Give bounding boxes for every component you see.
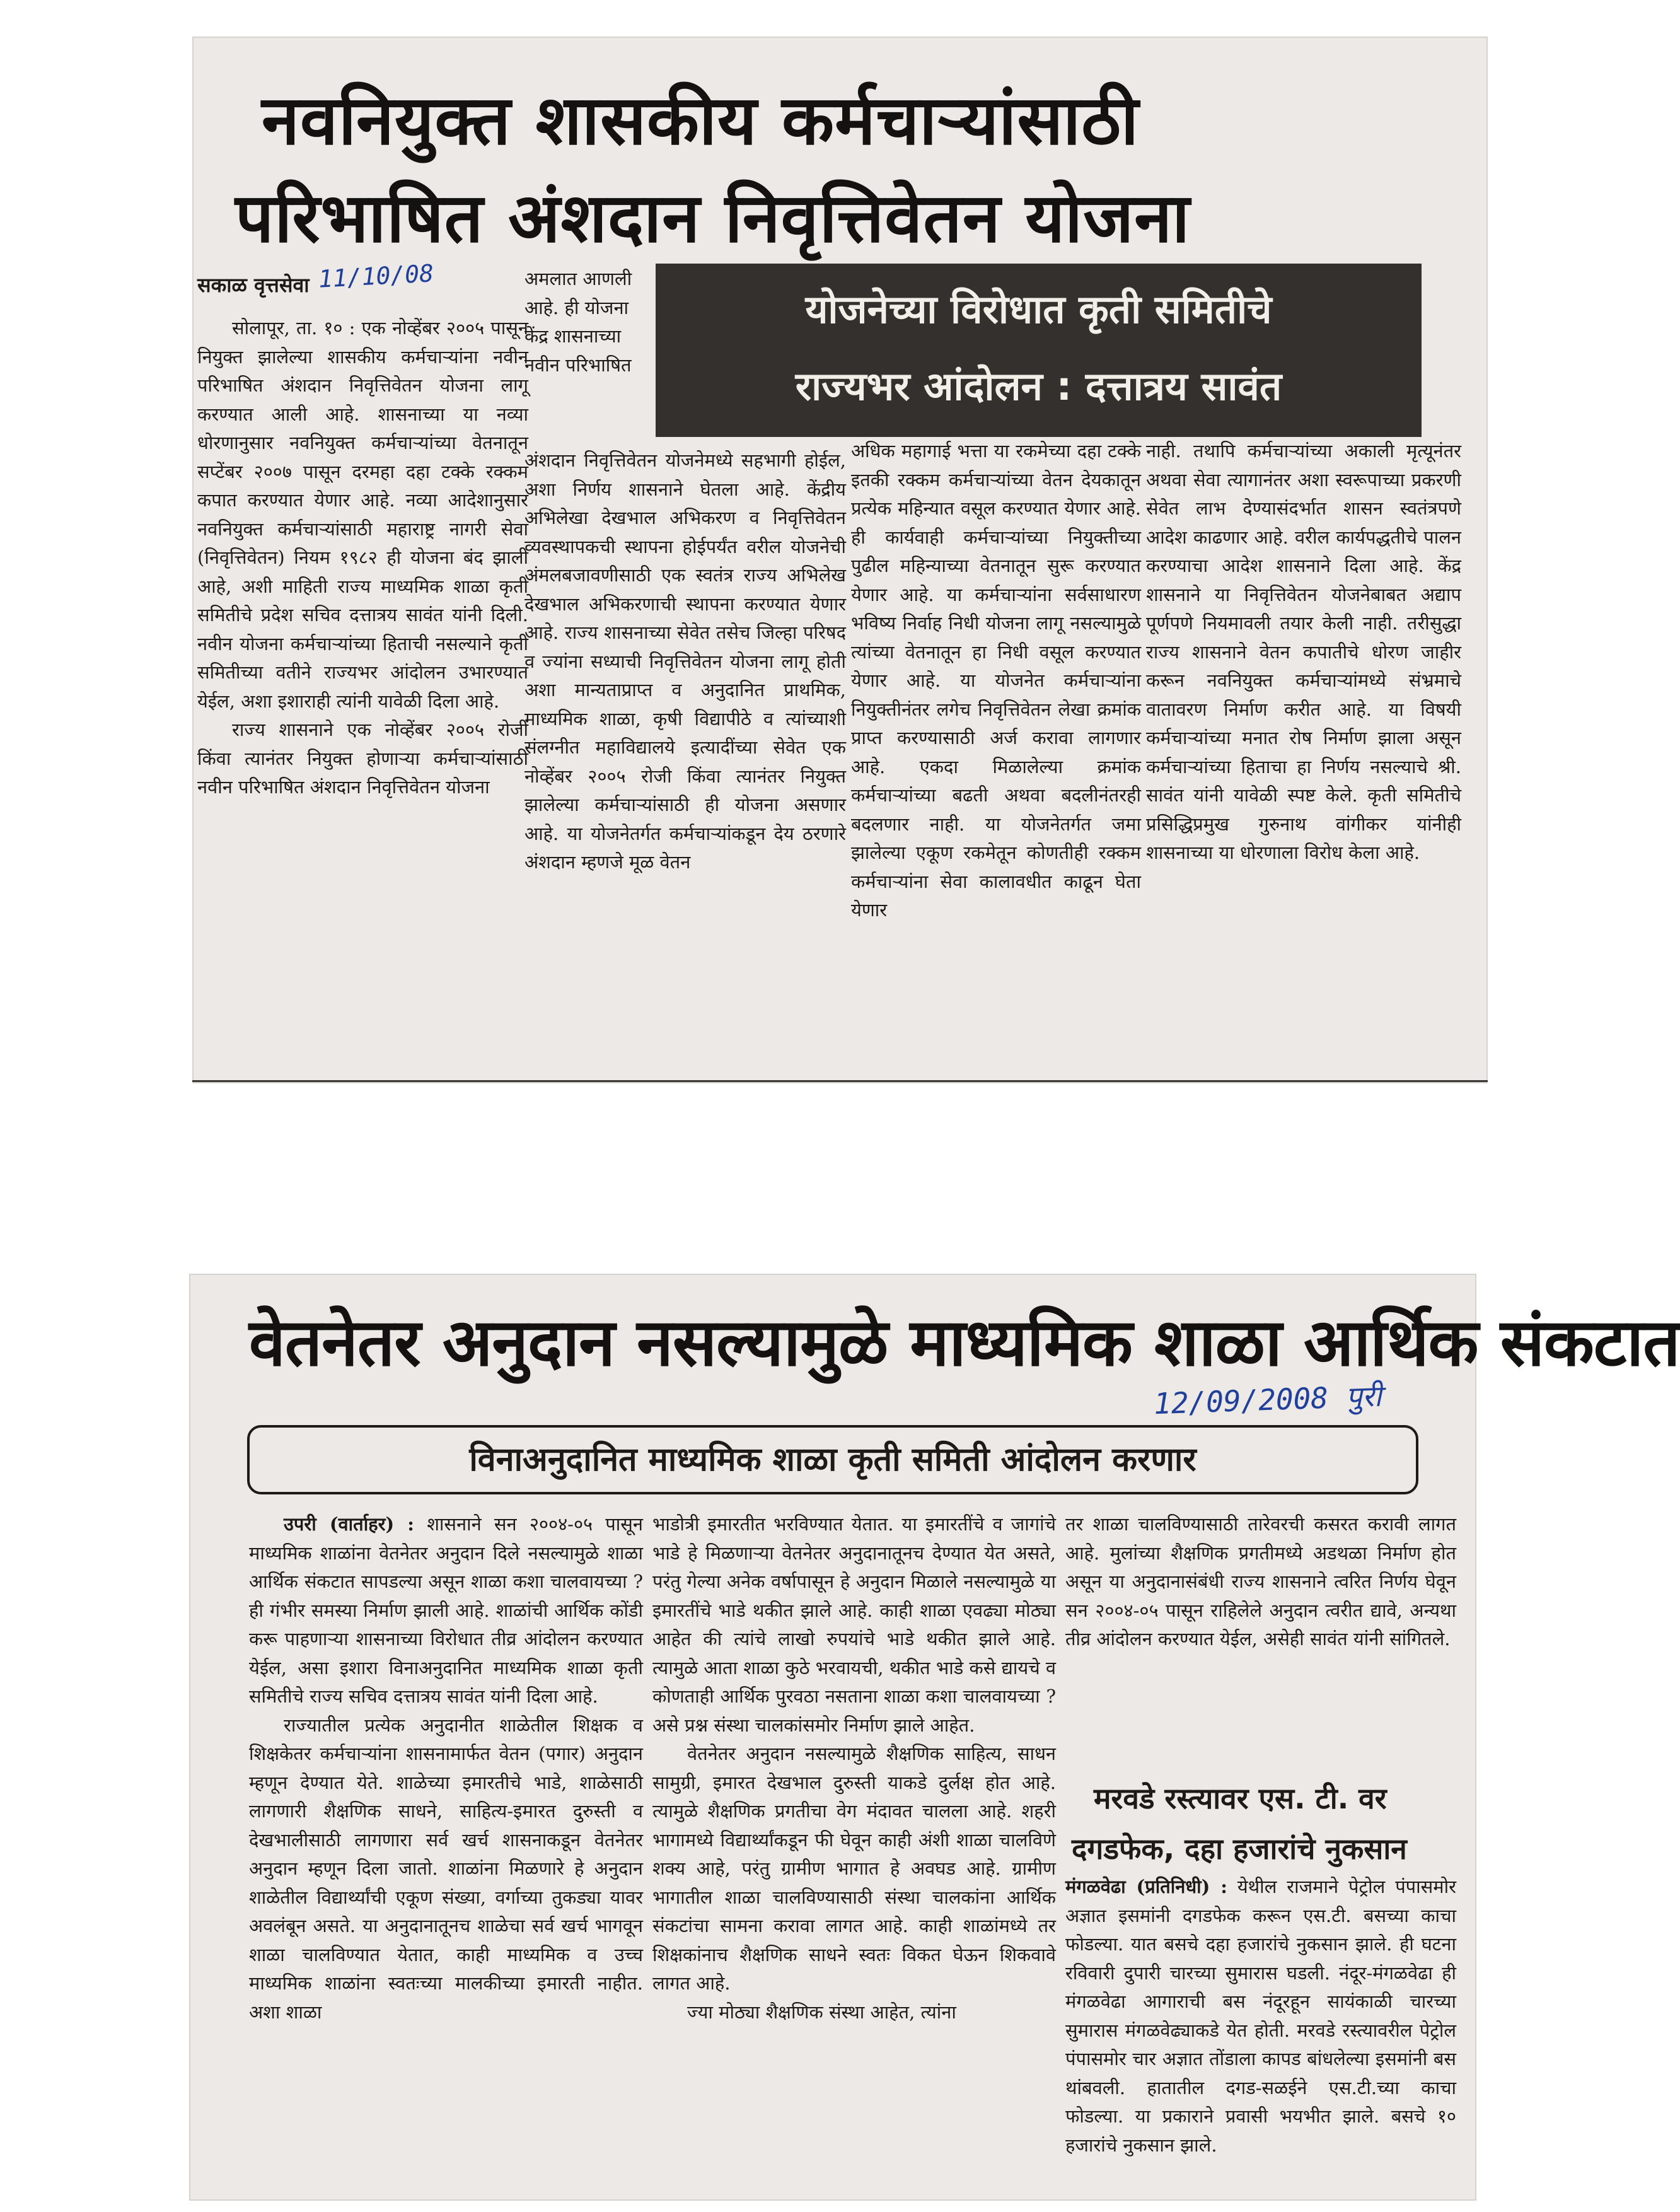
paragraph: भाडोत्री इमारतीत भरविण्यात येतात. या इमारतींचे व जागांचे भाडे हे मिळणाऱ्या वेतनेतर अनुदानातूनच देण्यात येत असते, परंतु गेल्या अनेक वर्षापासून हे अनुदान मिळाले नसल्यामुळे या इमारतींचे भाडे थकीत झाले आहे. काही शाळा एवढ्या मोठ्या आहेत की त्यांचे लाखो रुपयांचे भाडे थकीत झाले आहे. त्यामुळे आता शाळा कुठे भरवायची, थकीत भाडे कसे द्यायचे व कोणताही आर्थिक पुरवठा नसताना शाळा कशा चालवायच्या ? असे प्रश्न संस्था चालकांसमोर निर्माण झाले आहेत. (652, 1513, 1056, 1736)
article-column-4: नाही. तथापि कर्मचाऱ्यांच्या अकाली मृत्यूनंतर अथवा सेवा त्यागानंतर अशा स्वरूपाच्या प्रकरणी सेवेत लाभ देण्यासंदर्भात शासन स्वतंत्रपणे आदेश काढणार आहे. वरील कार्यपद्धतीचे पालन करण्याचा आदेश शासनाने दिला आहे. केंद्र शासनाने या निवृत्तिवेतन योजनेबाबत अद्याप पूर्णपणे नियमावली तयार केली नाही. तरीसुद्धा राज्य शासनाने वेतन कपातीचे धोरण जाहीर करून नवनियुक्त कर्मचाऱ्यांमध्ये संभ्रमाचे वातावरण निर्माण करीत आहे. या विषयी कर्मचाऱ्यांच्या मनात रोष निर्माण झाला असून कर्मचाऱ्यांच्या हिताचा हा निर्णय नसल्याचे श्री. सावंत यांनी यावेळी स्पष्ट केले. कृती समितीचे प्रसिद्धिप्रमुख गुरुनाथ वांगीकर यांनीही शासनाच्या या धोरणाला विरोध केला आहे. (1146, 440, 1461, 863)
news-clipping-pension-scheme (192, 37, 1488, 1083)
paragraph: वेतनेतर अनुदान नसल्यामुळे शैक्षणिक साहित्य, साधन सामुग्री, इमारत देखभाल दुरुस्ती याकडे दुर्लक्ष होत आहे. त्यामुळे शैक्षणिक प्रगतीचा वेग मंदावत चालला आहे. शहरी भागामध्ये विद्यार्थ्यांकडून फी घेवून काही अंशी शाळा चालविणे शक्य आहे, परंतु ग्रामीण भागात हे अवघड आहे. ग्रामीण भागातील शाळा चालविण्यासाठी संस्था चालकांना आर्थिक संकटांचा सामना करावा लागत आहे. काही शाळांमध्ये तर शिक्षकांनाच शैक्षणिक साधने स्वतः विकत घेऊन शिकवावे लागत आहे. (652, 1743, 1056, 1994)
paragraph-text: शासनाने सन २००४-०५ पासून माध्यमिक शाळांना वेतनेतर अनुदान दिले नसल्यामुळे शाळा आर्थिक संकटात सापडल्या असून शाळा कशा चालवायच्या ? ही गंभीर समस्या निर्माण झाली आहे. शाळांची आर्थिक कोंडी करू पाहणाऱ्या शासनाच्या विरोधात तीव्र आंदोलन करण्यात येईल, असा इशारा विनाअनुदानित माध्यमिक शाळा कृती समितीचे राज्य सचिव दत्तात्रय सावंत यांनी दिला आहे. (249, 1513, 643, 1707)
secondary-headline-line-2: दगडफेक, दहा हजारांचे नुकसान (1072, 1832, 1407, 1866)
dateline: मंगळवेढा (प्रतिनिधी) : (1065, 1876, 1227, 1897)
paragraph: राज्यातील प्रत्येक अनुदानीत शाळेतील शिक्षक व शिक्षकेतर कर्मचाऱ्यांना शासनामार्फत वेतन (पगार) अनुदान म्हणून देण्यात येते. शाळेच्या इमारतीचे भाडे, शाळेसाठी लागणारी शैक्षणिक साधने, साहित्य-इमारत दुरुस्ती व देखभालीसाठी लागणारा सर्व खर्च शासनाकडून वेतनेतर अनुदान म्हणून दिला जातो. शाळांना मिळणारे हे अनुदान शाळेतील विद्यार्थ्यांची एकूण संख्या, वर्गाच्या तुकड्या यावर अवलंबून असते. या अनुदानातूनच शाळेचा सर्व खर्च भागवून शाळा चालविण्यात येतात, काही माध्यमिक व उच्च माध्यमिक शाळांना स्वतःच्या मालकीच्या इमारती नाहीत. अशा शाळा (249, 1714, 643, 2023)
article-column-1 (249, 1510, 643, 2197)
article-column-2 (652, 1510, 1056, 2197)
subheadline-line-1: योजनेच्या विरोधात कृती समितीचे (805, 286, 1272, 332)
subheadline-box: विनाअनुदानित माध्यमिक शाळा कृती समिती आंदोलन करणार (247, 1425, 1418, 1494)
paragraph: सोलापूर, ता. १० : एक नोव्हेंबर २००५ पासून नियुक्त झालेल्या शासकीय कर्मचाऱ्यांना नवीन परिभाषित अंशदान निवृत्तिवेतन योजना लागू करण्यात आली आहे. शासनाच्या या नव्या धोरणानुसार नवनियुक्त कर्मचाऱ्यांच्या वेतनातून सप्टेंबर २००७ पासून दरमहा दहा टक्के रक्कम कपात करण्यात येणार आहे. नव्या आदेशानुसार नवनियुक्त कर्मचाऱ्यांसाठी महाराष्ट्र नागरी सेवा (निवृत्तिवेतन) नियम १९८२ ही योजना बंद झाली आहे, अशी माहिती राज्य माध्यमिक शाळा कृती समितीचे प्रदेश सचिव दत्तात्रय सावंत यांनी दिली. नवीन योजना कर्मचाऱ्यांच्या हिताची नसल्याने कृती समितीच्या वतीने राज्यभर आंदोलन उभारण्यात येईल, अशा इशाराही त्यांनी यावेळी दिला आहे. (197, 317, 528, 712)
article-column-3: तर शाळा चालविण्यासाठी तारेवरची कसरत करावी लागत आहे. मुलांच्या शैक्षणिक प्रगतीमध्ये अडथळा निर्माण होत असून या अनुदानासंबंधी राज्य शासनाने त्वरित निर्णय घेवून सन २००४-०५ पासून राहिलेले अनुदान त्वरीत द्यावे, अन्यथा तीव्र आंदोलन करण्यात येईल, असेही सावंत यांनी सांगितले. (1065, 1513, 1456, 1650)
secondary-headline-line-1: मरवडे रस्त्यावर एस. टी. वर (1094, 1781, 1387, 1815)
paragraph (249, 1510, 643, 1711)
subheadline-box (656, 264, 1422, 437)
byline: सकाळ वृत्तसेवा (197, 273, 310, 297)
paragraph: राज्य शासनाने एक नोव्हेंबर २००५ रोजी किंवा त्यानंतर नियुक्त होणाऱ्या कर्मचाऱ्यांसाठी नवीन परिभाषित अंशदान निवृत्तिवेतन योजना (197, 719, 528, 798)
handwritten-date (1153, 1376, 1382, 1423)
news-clipping-school-grants (189, 1274, 1680, 2201)
secondary-article-column (1065, 1873, 1456, 2197)
paragraph-text: येथील राजमाने पेट्रोल पंपासमोर अज्ञात इसमांनी दगडफेक करून एस.टी. बसच्या काचा फोडल्या. यात बसचे दहा हजारांचे नुकसान झाले. ही घटना रविवारी दुपारी चारच्या सुमारास घडली. नंदूर-मंगळवेढा ही मंगळवेढा आगाराची बस नंदूरहून सायंकाळी चारच्या सुमारास मंगळवेढ्याकडे येत होती. मरवडे रस्त्यावरील पेट्रोल पंपासमोर चार अज्ञात तोंडाला कापड बांधलेल्या इसमांनी बस थांबवली. हातातील दगड-सळईने एस.टी.च्या काचा फोडल्या. या प्रकाराने प्रवासी भयभीत झाले. बसचे १० हजारांचे नुकसान झाले. (1065, 1876, 1456, 2156)
paragraph: ज्या मोठ्या शैक्षणिक संस्था आहेत, त्यांना (687, 2001, 956, 2023)
handwritten-date-value: 12/09/2008 (1153, 1380, 1329, 1421)
headline: वेतनेतर अनुदान नसल्यामुळे माध्यमिक शाळा आर्थिक संकटात (249, 1304, 1680, 1381)
article-column-2: अंशदान निवृत्तिवेतन योजनेमध्ये सहभागी होईल, अशा निर्णय शासनाने घेतला आहे. केंद्रीय अभिलेखा देखभाल अभिकरण व निवृत्तिवेतन व्यवस्थापकची स्थापना होईपर्यंत वरील योजनेची अंमलबजावणीसाठी एक स्वतंत्र राज्य अभिलेख देखभाल अभिकरणाची स्थापना करण्यात येणार आहे. राज्य शासनाच्या सेवेत तसेच जिल्हा परिषद व ज्यांना सध्याची निवृत्तिवेतन योजना लागू होती अशा मान्यताप्राप्त व अनुदानित प्राथमिक, माध्यमिक शाळा, कृषी विद्यापीठे व त्यांच्याशी संलग्नीत महाविद्यालये इत्यादींच्या सेवेत एक नोव्हेंबर २००५ रोजी किंवा त्यानंतर नियुक्त झालेल्या कर्मचाऱ्यांसाठी ही योजना असणार आहे. या योजनेतर्गत कर्मचाऱ्यांकडून देय ठरणारे अंशदान म्हणजे मूळ वेतन (524, 450, 846, 873)
handwritten-date: 11/10/08 (317, 259, 435, 293)
bottom-rule (192, 1080, 1488, 1082)
handwritten-source: पुरी (1345, 1378, 1382, 1414)
headline-line-1: नवनियुक्त शासकीय कर्मचाऱ्यांसाठी (262, 81, 1139, 160)
article-column-1 (197, 314, 528, 1064)
dateline: उपरी (वार्ताहर) : (284, 1513, 414, 1535)
article-column-3: अधिक महागाई भत्ता या रकमेच्या दहा टक्के इतकी रक्कम कर्मचाऱ्यांच्या वेतन देयकातून प्रत्येक महिन्यात वसूल करण्यात येणार आहे. ही कार्यवाही कर्मचाऱ्यांच्या नियुक्तीच्या पुढील महिन्याच्या वेतनातून सुरू करण्यात येणार आहे. या कर्मचाऱ्यांना सर्वसाधारण भविष्य निर्वाह निधी योजना लागू नसल्यामुळे त्यांच्या वेतनातून हा निधी वसूल करण्यात येणार आहे. या योजनेत कर्मचाऱ्यांना नियुक्तीनंतर लगेच निवृत्तिवेतन लेखा क्रमांक प्राप्त करण्यासाठी अर्ज करावा लागणार आहे. एकदा मिळालेल्या क्रमांक कर्मचाऱ्यांच्या बढती अथवा बदलीनंतरही बदलणार नाही. या योजनेतर्गत जमा झालेल्या एकूण रकमेतून कोणतीही रक्कम कर्मचाऱ्यांना सेवा कालावधीत काढून घेता येणार (851, 440, 1141, 921)
article-column-2-top: अमलात आणली आहे. ही योजना केंद्र शासनाच्या नवीन परिभाषित (524, 268, 632, 376)
subheadline-line-2: राज्यभर आंदोलन : दत्तात्रय सावंत (795, 363, 1282, 409)
headline-line-2: परिभाषित अंशदान निवृत्तिवेतन योजना (235, 179, 1191, 258)
